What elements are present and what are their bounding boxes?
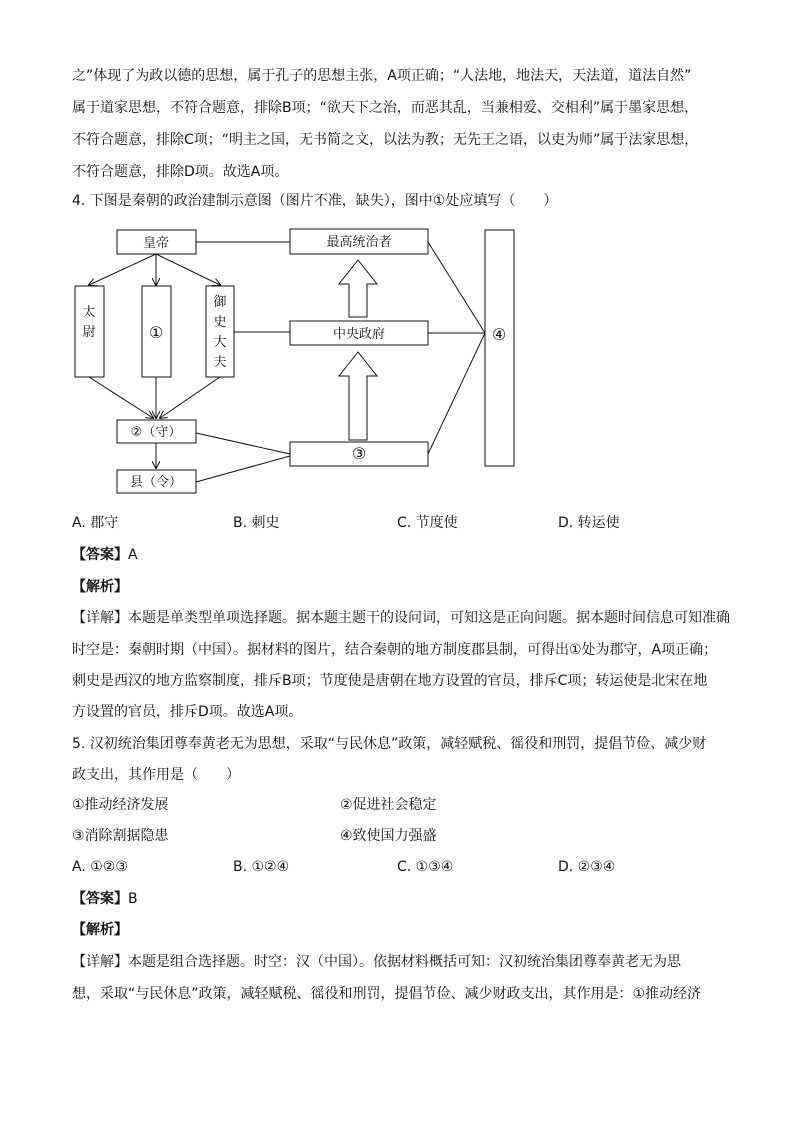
option-d: D. 转运使 — [558, 515, 620, 531]
question-4-stem: 4. 下图是秦朝的政治建制示意图（图片不准，缺失），图中①处应填写（ ） — [72, 193, 558, 209]
option-a: A. ①②③ — [72, 859, 128, 875]
question-5-stem: 政支出，其作用是（ ） — [72, 767, 240, 783]
option-c: C. 节度使 — [397, 515, 458, 531]
detail-line: 刺史是西汉的地方监察制度，排斥B项；节度使是唐朝在地方设置的官员，排斥C项；转运使是北宋在地 — [72, 673, 708, 689]
text-line: 之”体现了为政以德的思想，属于孔子的思想主张，A项正确；“人法地，地法天，天法道，道法自然” — [72, 68, 692, 84]
circle4-label: ④ — [491, 325, 507, 344]
option-d: D. ②③④ — [558, 859, 616, 875]
detail-line: 想，采取“与民休息”政策，减轻赋税、徭役和刑罚，提倡节俭、减少财政支出，其作用是：①推动经济 — [72, 986, 702, 1002]
emperor-label: 皇帝 — [142, 236, 170, 251]
taiwei-label: 太 — [82, 305, 96, 320]
answer-label: 【答案】 — [72, 891, 128, 907]
yushi-label: 御 — [213, 295, 227, 310]
circle4-box — [485, 230, 514, 466]
circle3-label: ③ — [351, 444, 367, 463]
option-a: A. 郡守 — [72, 515, 119, 531]
text-line: 不符合题意，排除C项；“明主之国，无书简之文，以法为教；无先王之语，以吏为师”属于法家思想， — [72, 132, 699, 148]
detail-line: 方设置的官员，排斥D项。故选A项。 — [72, 704, 303, 720]
text-line: 不符合题意，排除D项。故选A项。 — [72, 164, 289, 180]
answer-value: B — [128, 891, 138, 907]
circle1-label: ① — [148, 323, 164, 342]
circle2-label: ②（守） — [130, 425, 182, 440]
answer-label: 【答案】 — [72, 547, 128, 563]
county-label: 县（令） — [129, 475, 183, 490]
analysis-label: 【解析】 — [72, 579, 128, 595]
question-5-stem: 5. 汉初统治集团尊奉黄老无为思想，采取“与民休息”政策，减轻赋税、徭役和刑罚，提倡节俭、减少财 — [72, 736, 707, 752]
text-line: 属于道家思想，不符合题意，排除B项；“欲天下之治，而恶其乱，当兼相爱、交相利”属于墨家思想， — [72, 100, 699, 116]
answer-row — [72, 889, 138, 909]
answer-row — [72, 545, 138, 565]
option-b: B. 刺史 — [233, 515, 280, 531]
statement-item: ③消除割据隐患 — [72, 828, 169, 844]
detail-line: 【详解】本题是单类型单项选择题。据本题主题干的设问词，可知这是正向问题。据本题时间信息可知准确 — [72, 610, 730, 626]
taiwei-label: 尉 — [82, 325, 96, 340]
yushi-label: 夫 — [213, 355, 227, 370]
option-b: B. ①②④ — [233, 859, 290, 875]
detail-line: 时空是：秦朝时期（中国）。据材料的图片，结合秦朝的地方制度郡县制，可得出①处为郡守，A项正确； — [72, 642, 718, 658]
statement-item: ②促进社会稳定 — [340, 797, 437, 813]
supreme-ruler-label: 最高统治者 — [326, 235, 392, 250]
statement-item: ①推动经济发展 — [72, 797, 169, 813]
answer-value: A — [128, 547, 138, 563]
yushi-label: 史 — [213, 315, 227, 330]
statement-item: ④致使国力强盛 — [340, 828, 437, 844]
central-government-label: 中央政府 — [332, 327, 386, 342]
qin-political-diagram — [0, 220, 794, 510]
yushi-label: 大 — [213, 335, 227, 350]
analysis-label: 【解析】 — [72, 922, 128, 938]
option-c: C. ①③④ — [397, 859, 454, 875]
detail-line: 【详解】本题是组合选择题。时空：汉（中国）。依据材料概括可知：汉初统治集团尊奉黄老无为思 — [72, 954, 681, 970]
